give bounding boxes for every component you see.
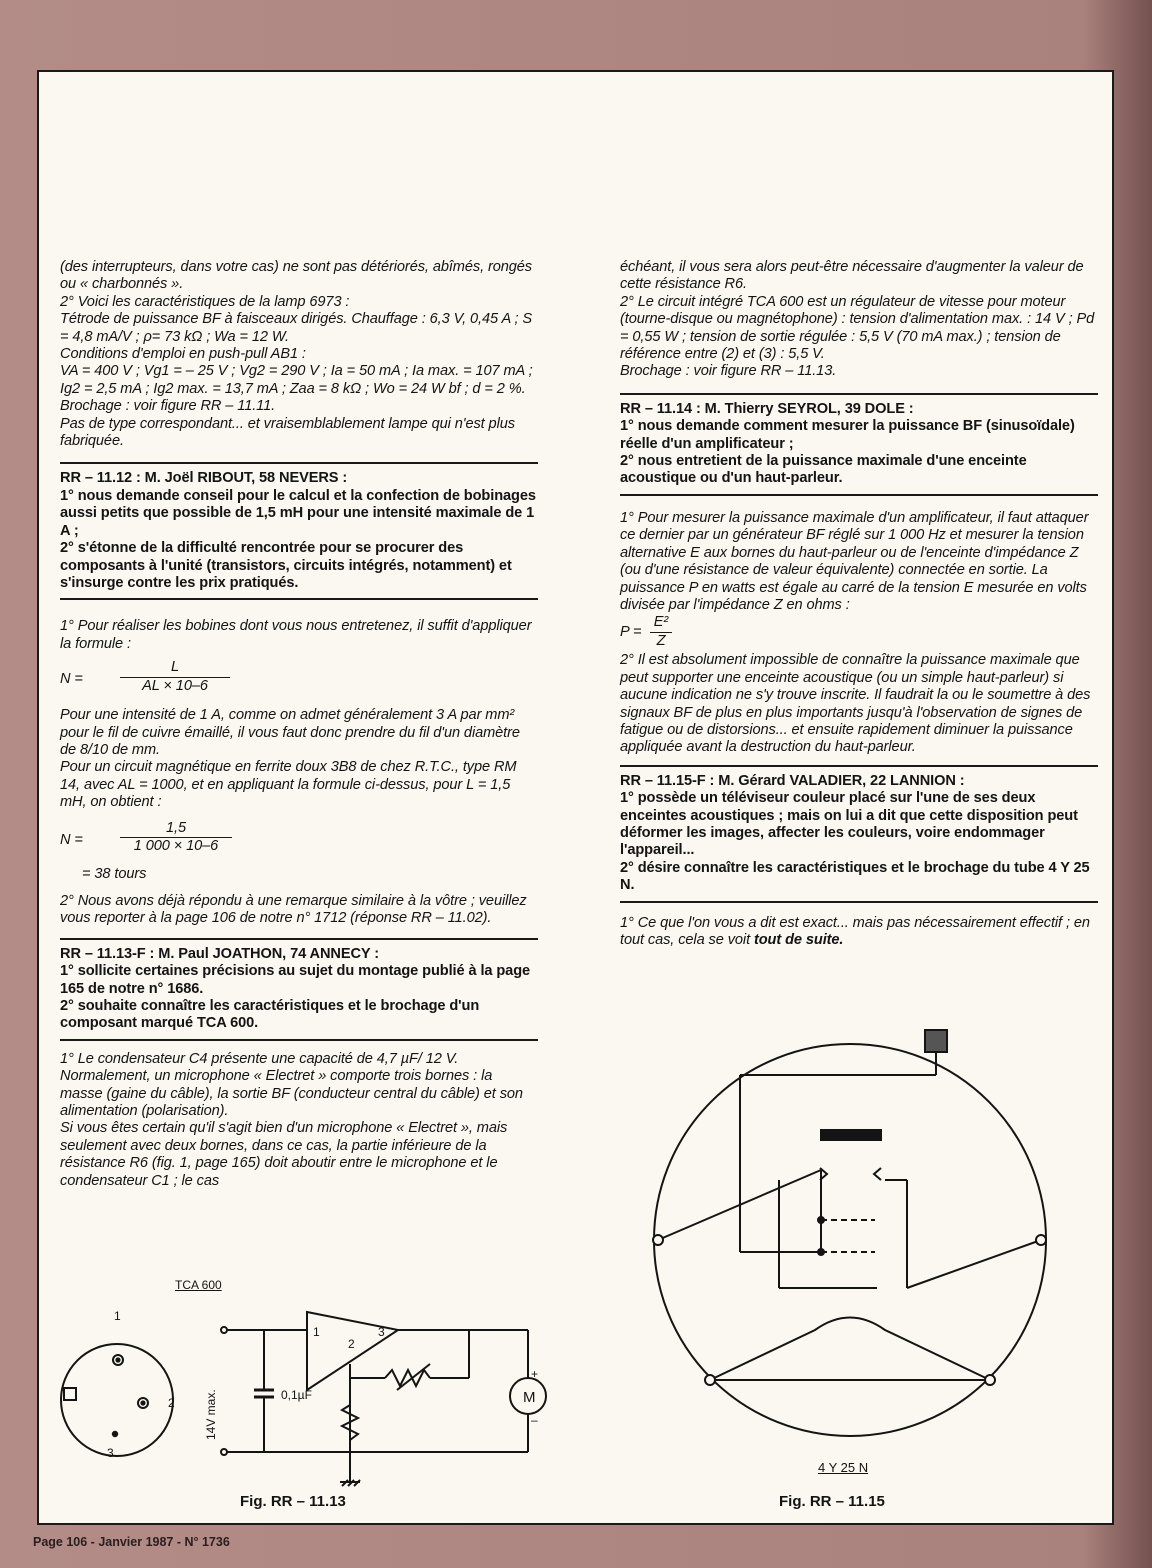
divider (60, 938, 538, 940)
amp-pin-label: 3 (378, 1325, 385, 1339)
divider (620, 765, 1098, 767)
formula-denominator: Z (656, 632, 666, 649)
divider (60, 1039, 538, 1041)
formula-fraction (120, 659, 230, 695)
amp-pin-label: 2 (348, 1337, 355, 1351)
formula-power (620, 614, 1098, 652)
formula-numerator: L (120, 659, 230, 677)
variable-arrow (397, 1364, 430, 1390)
figure-caption: Fig. RR – 11.13 (240, 1493, 346, 1510)
question-rr-11-12 (60, 470, 538, 592)
question-heading: RR – 11.12 : M. Joël RIBOUT, 58 NEVERS : (60, 470, 348, 487)
figure-rr-11-15 (645, 1030, 1065, 1460)
question-heading: RR – 11.13-F : M. Paul JOATHON, 74 ANNECY : (60, 945, 379, 962)
paragraph: 1° Pour réaliser les bobines dont vous nous entretenez, il suffit d'appliquer la formule : (60, 618, 532, 652)
divider (60, 462, 538, 464)
formula-lhs: N = (60, 831, 83, 848)
paragraph: 2° Voici les caractéristiques de la lamp 6973 : (60, 293, 350, 310)
paragraph: Brochage : voir figure RR – 11.11. (60, 398, 276, 415)
question-heading: RR – 11.14 : M. Thierry SEYROL, 39 DOLE : (620, 400, 914, 417)
left-column (60, 259, 538, 1190)
formula-fraction (650, 614, 672, 650)
formula-numerator: 1,5 (120, 820, 232, 838)
supply-label: 14V max. (204, 1389, 218, 1440)
formula-numerator: E² (650, 614, 672, 632)
figure-caption: Fig. RR – 11.15 (779, 1493, 885, 1510)
divider (620, 393, 1098, 395)
page-footer: Page 106 - Janvier 1987 - N° 1736 (33, 1535, 230, 1549)
filament (821, 1130, 881, 1140)
question-heading: RR – 11.15-F : M. Gérard VALADIER, 22 LANNION : (620, 772, 965, 789)
right-column (620, 259, 1098, 949)
question-line: 2° nous entretient de la puissance maximale d'une enceinte acoustique ou d'un haut-parleur. (620, 453, 1027, 487)
paragraph: Brochage : voir figure RR – 11.13. (620, 363, 837, 380)
paragraph: 1° Pour mesurer la puissance maximale d'un amplificateur, il faut attaquer ce dernier par un générateur BF réglé sur 1 000 Hz et mesurer la tension alternative E aux bornes du haut-parleur ou de l'enceinte d'impédance Z (ou d'une résistance de valeur équivalente) connectée en sortie. La puissance P en watts est égale au carré de la tension E mesurée en volts divisée par l'impédance Z en ohms : (620, 509, 1089, 613)
paragraph: échéant, il vous sera alors peut-être nécessaire d'augmenter la valeur de cette résistance R6. (620, 259, 1084, 293)
formula-lhs: N = (60, 671, 83, 688)
key-tab (925, 1030, 947, 1052)
paragraph: 2° Il est absolument impossible de connaître la puissance maximale que peut supporter une enceinte acoustique (ou un simple haut-parleur) si aucune indication ne s'y trouve inscrite. Il faudrait la ou le soumettre à des signaux BF de plus en plus importants jusqu'à l'observation de signes de fatigue ou de distorsions... et ensuite rapidement diminuer la puissance appliquée avant la destruction du haut-parleur. (620, 652, 1091, 756)
motor-plus: + (531, 1367, 539, 1381)
formula-denominator: AL × 10–6 (142, 677, 208, 694)
question-rr-11-15 (620, 773, 1098, 895)
question-line: 1° nous demande conseil pour le calcul et la confection de bobinages aussi petits que possible de 1,5 mH pour une intensité maximale de 1 A ; (60, 487, 536, 539)
question-line: 2° désire connaître les caractéristiques et le brochage du tube 4 Y 25 N. (620, 859, 1090, 894)
divider (60, 598, 538, 600)
paragraph: Pour une intensité de 1 A, comme on admet généralement 3 A par mm² pour le fil de cuivre émaillé, il vous faut donc prendre du fil d'un diamètre de 8/10 de mm. (60, 707, 520, 758)
divider (620, 901, 1098, 903)
paragraph: Normalement, un microphone « Electret » comporte trois bornes : la masse (gaine du câble), la sortie BF (conducteur central du câble) et son alimentation (polarisation). (60, 1068, 523, 1120)
paragraph: Si vous êtes certain qu'il s'agit bien d'un microphone « Electret », mais seulement avec deux bornes, dans ce cas, la partie inférieure de la résistance R6 (fig. 1, page 165) doit aboutir entre le microphone et le condensateur C1 ; le cas (60, 1120, 508, 1189)
paragraph: Pour un circuit magnétique en ferrite doux 3B8 de chez R.T.C., type RM 14, avec AL = 1000, et en appliquant la formule ci-dessus, pour L = 1,5 mH, on obtient : (60, 759, 517, 811)
paragraph: Conditions d'emploi en push-pull AB1 : (60, 346, 306, 363)
formula-result (60, 820, 538, 866)
tube-label: 4 Y 25 N (818, 1460, 869, 1475)
paragraph: 2° Nous avons déjà répondu à une remarque similaire à la vôtre ; veuillez vous reporter à la page 106 de notre n° 1712 (réponse RR – 11.02). (60, 892, 527, 927)
question-rr-11-14 (620, 401, 1098, 488)
pin-label: 3 (107, 1446, 114, 1460)
formula-fraction (120, 820, 232, 856)
amp-pin-label: 1 (313, 1325, 320, 1339)
figure-rr-11-13 (50, 1270, 610, 1500)
pin-label: 1 (114, 1309, 121, 1323)
question-line: 1° sollicite certaines précisions au sujet du montage publié à la page 165 de notre n° 1686. (60, 963, 531, 997)
paragraph: Tétrode de puissance BF à faisceaux dirigés. Chauffage : 6,3 V, 0,45 A ; S = 4,8 mA/V ; ρ= 73 kΩ ; Wa = 12 W. (60, 311, 533, 345)
formula-denominator: 1 000 × 10–6 (133, 837, 219, 854)
motor-minus: – (531, 1413, 538, 1427)
motor-label: M (523, 1389, 536, 1406)
paragraph: 2° Le circuit intégré TCA 600 est un régulateur de vitesse pour moteur (tourne-disque ou magnétophone) : tension d'alimentation max. : 14 V ; Pd = 0,55 W ; tension de sortie régulée : 5,5 V (70 mA max.) ; tension de référence entre (2) et (3) : 5,5 V. (620, 293, 1095, 363)
emphasis-text: tout de suite. (753, 932, 844, 948)
paragraph: Pas de type correspondant... et vraisemblablement lampe qui n'est plus fabriquée. (60, 415, 515, 450)
tca600-pinout (61, 1344, 173, 1456)
question-line: 2° souhaite connaître les caractéristiques et le brochage d'un composant marqué TCA 600. (60, 998, 480, 1032)
bottom-arc (710, 1318, 990, 1381)
capacitor-label: 0,1µF (281, 1388, 312, 1402)
pin-label: 2 (168, 1396, 175, 1410)
paragraph: VA = 400 V ; Vg1 = – 25 V ; Vg2 = 290 V ; Ia = 50 mA ; Ia max. = 107 mA ; Ig2 = 2,5 mA ; Ig2 max. = 13,7 mA ; Zaa = 8 kΩ ; Wo = 24 W bf ; d = 2 %. (60, 363, 533, 397)
question-line: 1° possède un téléviseur couleur placé sur l'une de ses deux enceintes acoustiques ; mais on lui a dit que cette disposition peut déformer les images, affecter les couleurs, voire endommager l'appareil... (620, 790, 1078, 859)
question-rr-11-13 (60, 946, 538, 1033)
answer-text: 1° Ce que l'on vous a dit est exact... mais pas nécessairement effectif ; en tout cas, cela se voit (620, 914, 1090, 948)
paragraph (620, 915, 1098, 950)
paragraph: (des interrupteurs, dans votre cas) ne sont pas détériorés, abîmés, rongés ou « charbonnés ». (60, 259, 533, 293)
question-line: 1° nous demande comment mesurer la puissance BF (sinusoïdale) réelle d'un amplificateur ; (620, 418, 1075, 452)
divider (620, 494, 1098, 496)
formula-lhs: P = (620, 624, 642, 641)
package-tab (64, 1388, 76, 1400)
chip-label: TCA 600 (175, 1278, 222, 1292)
formula-value: = 38 tours (82, 865, 147, 882)
pin-3 (113, 1432, 117, 1436)
paragraph: 1° Le condensateur C4 présente une capacité de 4,7 µF/ 12 V. (60, 1050, 459, 1067)
formula-coil (60, 659, 538, 707)
question-line: 2° s'étonne de la difficulté rencontrée pour se procurer des composants à l'unité (transistors, circuits intégrés, notamment) et s'insurge contre les prix pratiqués. (60, 540, 512, 591)
